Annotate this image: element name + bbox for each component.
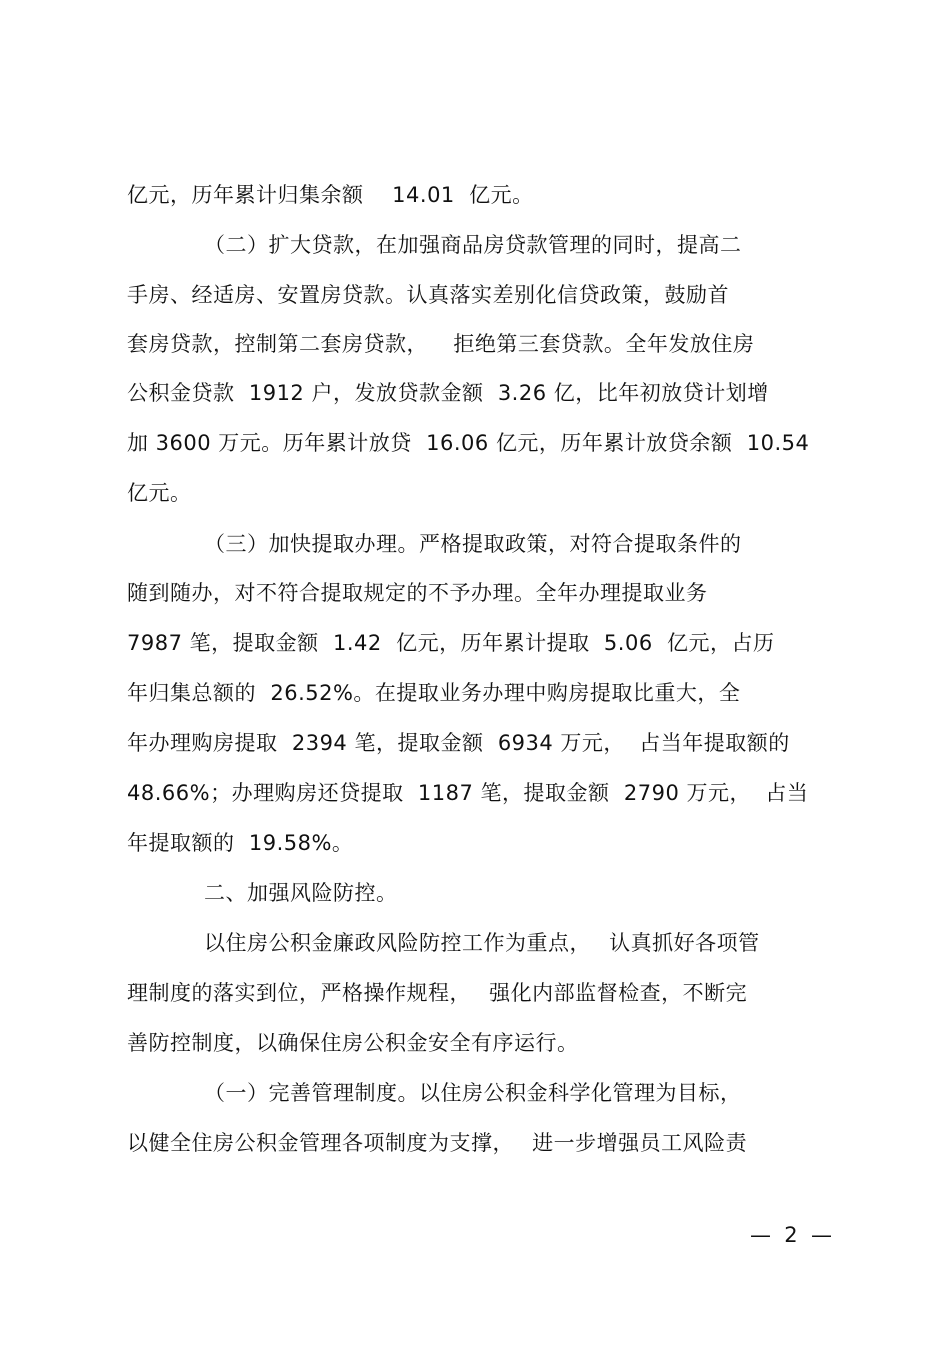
page-number: — 2 — (749, 1223, 832, 1247)
text-line: 年归集总额的 26.52%。在提取业务办理中购房提取比重大，全 (127, 681, 741, 705)
text-line: （二）扩大贷款，在加强商品房贷款管理的同时，提高二 (204, 233, 742, 257)
text-line: （一）完善管理制度。以住房公积金科学化管理为目标， (204, 1081, 742, 1105)
text-line: 以住房公积金廉政风险防控工作为重点， 认真抓好各项管 (204, 931, 760, 955)
text-line: 手房、经适房、安置房贷款。认真落实差别化信贷政策，鼓励首 (127, 283, 729, 307)
text-line: 理制度的落实到位，严格操作规程， 强化内部监督检查，不断完 (127, 981, 748, 1005)
text-line: 公积金贷款 1912 户，发放贷款金额 3.26 亿，比年初放贷计划增 (127, 381, 769, 405)
text-line: 套房贷款，控制第二套房贷款， 拒绝第三套贷款。全年发放住房 (127, 332, 755, 356)
text-line: 以健全住房公积金管理各项制度为支撑， 进一步增强员工风险责 (127, 1131, 748, 1155)
text-line: 随到随办，对不符合提取规定的不予办理。全年办理提取业务 (127, 581, 708, 605)
text-line: 48.66%；办理购房还贷提取 1187 笔，提取金额 2790 万元， 占当 (127, 781, 809, 805)
section-heading: 二、加强风险防控。 (204, 881, 398, 905)
text-line: （三）加快提取办理。严格提取政策，对符合提取条件的 (204, 532, 742, 556)
text-line: 善防控制度，以确保住房公积金安全有序运行。 (127, 1031, 579, 1055)
text-line: 加 3600 万元。历年累计放贷 16.06 亿元，历年累计放贷余额 10.54 (127, 431, 810, 455)
text-line: 7987 笔，提取金额 1.42 亿元，历年累计提取 5.06 亿元，占历 (127, 631, 775, 655)
text-line: 年提取额的 19.58%。 (127, 831, 354, 855)
text-line: 亿元，历年累计归集余额 14.01 亿元。 (127, 183, 534, 207)
text-line: 年办理购房提取 2394 笔，提取金额 6934 万元， 占当年提取额的 (127, 731, 790, 755)
text-line: 亿元。 (127, 481, 192, 505)
